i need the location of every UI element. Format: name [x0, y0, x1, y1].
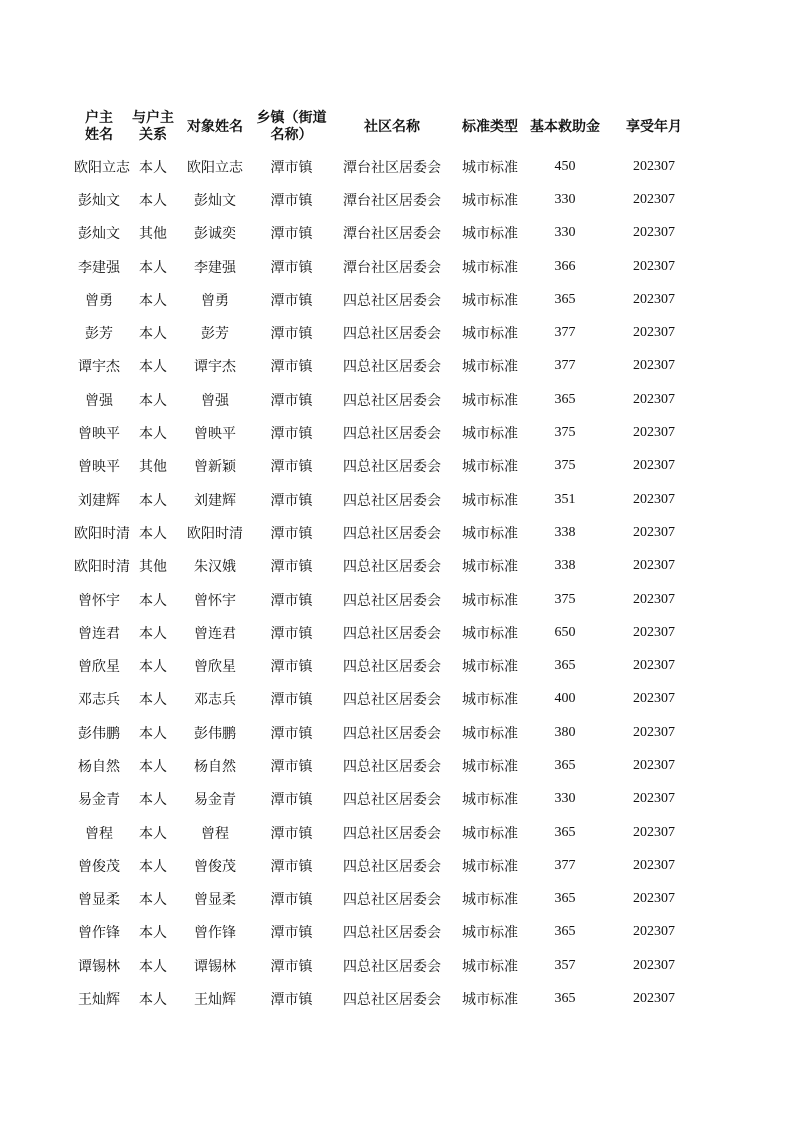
cell-relation: 本人 — [139, 525, 167, 542]
header-township: 乡镇（街道 名称） — [256, 110, 327, 143]
cell-householder: 欧阳时清 — [74, 525, 130, 542]
cell-recipient: 邓志兵 — [194, 692, 236, 709]
cell-householder: 曾映平 — [78, 426, 120, 443]
cell-relation: 本人 — [139, 259, 167, 276]
cell-township: 潭市镇 — [270, 259, 313, 276]
cell-relief-amount: 365 — [554, 891, 576, 907]
cell-householder: 曾强 — [85, 392, 113, 409]
cell-recipient: 曾作锋 — [194, 925, 236, 942]
cell-householder: 彭灿文 — [78, 192, 120, 209]
cell-community: 四总社区居委会 — [343, 858, 441, 875]
cell-relief-amount: 365 — [554, 757, 576, 773]
cell-relief-amount: 650 — [554, 624, 576, 640]
cell-township: 潭市镇 — [270, 758, 313, 775]
cell-month: 202307 — [633, 191, 675, 207]
cell-township: 潭市镇 — [270, 559, 313, 576]
cell-relation: 本人 — [139, 958, 167, 975]
cell-standard-type: 城市标准 — [462, 659, 518, 676]
cell-month: 202307 — [633, 325, 675, 341]
cell-recipient: 曾新颖 — [194, 459, 236, 476]
header-community: 社区名称 — [364, 118, 420, 135]
cell-standard-type: 城市标准 — [462, 958, 518, 975]
cell-month: 202307 — [633, 358, 675, 374]
cell-month: 202307 — [633, 258, 675, 274]
cell-standard-type: 城市标准 — [462, 226, 518, 243]
cell-standard-type: 城市标准 — [462, 559, 518, 576]
table-header-row — [68, 104, 703, 150]
table-row — [68, 516, 703, 549]
cell-relation: 本人 — [139, 359, 167, 376]
table-row — [68, 450, 703, 483]
cell-householder: 曾作锋 — [78, 925, 120, 942]
cell-standard-type: 城市标准 — [462, 326, 518, 343]
table-row — [68, 150, 703, 183]
table-row — [68, 483, 703, 516]
cell-township: 潭市镇 — [270, 326, 313, 343]
cell-householder: 杨自然 — [78, 758, 120, 775]
cell-community: 四总社区居委会 — [343, 359, 441, 376]
cell-householder: 王灿辉 — [78, 992, 120, 1009]
cell-township: 潭市镇 — [270, 192, 313, 209]
cell-township: 潭市镇 — [270, 892, 313, 909]
cell-relation: 本人 — [139, 825, 167, 842]
cell-relief-amount: 330 — [554, 225, 576, 241]
cell-relation: 本人 — [139, 592, 167, 609]
cell-community: 潭台社区居委会 — [343, 259, 441, 276]
cell-recipient: 彭灿文 — [194, 192, 236, 209]
cell-standard-type: 城市标准 — [462, 925, 518, 942]
cell-householder: 易金青 — [78, 792, 120, 809]
cell-relation: 本人 — [139, 392, 167, 409]
cell-month: 202307 — [633, 558, 675, 574]
cell-recipient: 谭锡林 — [194, 958, 236, 975]
cell-relief-amount: 375 — [554, 425, 576, 441]
cell-township: 潭市镇 — [270, 992, 313, 1009]
cell-month: 202307 — [633, 591, 675, 607]
cell-relation: 本人 — [139, 858, 167, 875]
table-body — [68, 150, 703, 1016]
cell-month: 202307 — [633, 857, 675, 873]
cell-township: 潭市镇 — [270, 292, 313, 309]
cell-recipient: 王灿辉 — [194, 992, 236, 1009]
cell-relation: 本人 — [139, 492, 167, 509]
cell-standard-type: 城市标准 — [462, 192, 518, 209]
cell-community: 四总社区居委会 — [343, 559, 441, 576]
cell-recipient: 欧阳立志 — [187, 159, 243, 176]
cell-relation: 本人 — [139, 925, 167, 942]
cell-month: 202307 — [633, 724, 675, 740]
cell-relief-amount: 375 — [554, 591, 576, 607]
cell-relation: 其他 — [139, 459, 167, 476]
table-row — [68, 583, 703, 616]
cell-relation: 其他 — [139, 559, 167, 576]
table-row — [68, 716, 703, 749]
cell-relief-amount: 366 — [554, 258, 576, 274]
cell-community: 四总社区居委会 — [343, 725, 441, 742]
table-row — [68, 849, 703, 882]
cell-recipient: 李建强 — [194, 259, 236, 276]
cell-township: 潭市镇 — [270, 592, 313, 609]
cell-recipient: 曾怀宇 — [194, 592, 236, 609]
cell-standard-type: 城市标准 — [462, 892, 518, 909]
cell-householder: 彭灿文 — [78, 226, 120, 243]
cell-standard-type: 城市标准 — [462, 725, 518, 742]
cell-community: 四总社区居委会 — [343, 892, 441, 909]
cell-householder: 曾映平 — [78, 459, 120, 476]
cell-standard-type: 城市标准 — [462, 758, 518, 775]
cell-community: 四总社区居委会 — [343, 925, 441, 942]
cell-recipient: 刘建辉 — [194, 492, 236, 509]
cell-recipient: 曾显柔 — [194, 892, 236, 909]
cell-township: 潭市镇 — [270, 525, 313, 542]
cell-township: 潭市镇 — [270, 825, 313, 842]
cell-relief-amount: 365 — [554, 291, 576, 307]
cell-householder: 曾连君 — [78, 625, 120, 642]
cell-township: 潭市镇 — [270, 725, 313, 742]
cell-month: 202307 — [633, 225, 675, 241]
cell-recipient: 杨自然 — [194, 758, 236, 775]
cell-community: 四总社区居委会 — [343, 525, 441, 542]
header-standard-type: 标准类型 — [462, 118, 518, 135]
cell-householder: 彭芳 — [85, 326, 113, 343]
cell-standard-type: 城市标准 — [462, 426, 518, 443]
cell-relief-amount: 380 — [554, 724, 576, 740]
cell-householder: 欧阳立志 — [74, 159, 130, 176]
cell-month: 202307 — [633, 458, 675, 474]
table-row — [68, 316, 703, 349]
cell-relief-amount: 338 — [554, 558, 576, 574]
cell-standard-type: 城市标准 — [462, 492, 518, 509]
cell-standard-type: 城市标准 — [462, 992, 518, 1009]
cell-month: 202307 — [633, 957, 675, 973]
cell-community: 四总社区居委会 — [343, 426, 441, 443]
cell-relation: 本人 — [139, 159, 167, 176]
cell-relief-amount: 338 — [554, 524, 576, 540]
cell-township: 潭市镇 — [270, 692, 313, 709]
cell-community: 四总社区居委会 — [343, 492, 441, 509]
cell-relief-amount: 330 — [554, 191, 576, 207]
cell-recipient: 曾连君 — [194, 625, 236, 642]
table-row — [68, 416, 703, 449]
cell-standard-type: 城市标准 — [462, 292, 518, 309]
cell-standard-type: 城市标准 — [462, 625, 518, 642]
cell-month: 202307 — [633, 624, 675, 640]
cell-householder: 刘建辉 — [78, 492, 120, 509]
cell-recipient: 欧阳时清 — [187, 525, 243, 542]
cell-householder: 曾显柔 — [78, 892, 120, 909]
cell-relation: 本人 — [139, 192, 167, 209]
cell-standard-type: 城市标准 — [462, 259, 518, 276]
cell-relief-amount: 377 — [554, 358, 576, 374]
cell-relation: 本人 — [139, 659, 167, 676]
cell-householder: 曾怀宇 — [78, 592, 120, 609]
cell-township: 潭市镇 — [270, 625, 313, 642]
table-row — [68, 783, 703, 816]
cell-month: 202307 — [633, 824, 675, 840]
cell-recipient: 彭伟鹏 — [194, 725, 236, 742]
table-row — [68, 883, 703, 916]
cell-township: 潭市镇 — [270, 426, 313, 443]
cell-relief-amount: 377 — [554, 325, 576, 341]
cell-township: 潭市镇 — [270, 459, 313, 476]
cell-householder: 曾勇 — [85, 292, 113, 309]
cell-standard-type: 城市标准 — [462, 459, 518, 476]
cell-community: 四总社区居委会 — [343, 692, 441, 709]
cell-recipient: 曾程 — [201, 825, 229, 842]
cell-recipient: 彭芳 — [201, 326, 229, 343]
cell-township: 潭市镇 — [270, 359, 313, 376]
header-recipient-name: 对象姓名 — [187, 118, 243, 135]
table-row — [68, 217, 703, 250]
cell-community: 四总社区居委会 — [343, 592, 441, 609]
cell-community: 四总社区居委会 — [343, 659, 441, 676]
cell-community: 潭台社区居委会 — [343, 192, 441, 209]
cell-relation: 本人 — [139, 692, 167, 709]
cell-month: 202307 — [633, 791, 675, 807]
cell-recipient: 曾俊茂 — [194, 858, 236, 875]
cell-township: 潭市镇 — [270, 492, 313, 509]
table-row — [68, 916, 703, 949]
cell-month: 202307 — [633, 924, 675, 940]
cell-month: 202307 — [633, 991, 675, 1007]
table-row — [68, 683, 703, 716]
table-row — [68, 816, 703, 849]
cell-householder: 欧阳时清 — [74, 559, 130, 576]
cell-standard-type: 城市标准 — [462, 525, 518, 542]
cell-relation: 本人 — [139, 625, 167, 642]
cell-householder: 曾欣星 — [78, 659, 120, 676]
cell-month: 202307 — [633, 524, 675, 540]
cell-relief-amount: 330 — [554, 791, 576, 807]
header-householder-name: 户主 姓名 — [85, 110, 113, 143]
cell-householder: 李建强 — [78, 259, 120, 276]
cell-month: 202307 — [633, 691, 675, 707]
cell-householder: 谭锡林 — [78, 958, 120, 975]
cell-community: 潭台社区居委会 — [343, 226, 441, 243]
cell-relation: 本人 — [139, 992, 167, 1009]
cell-recipient: 曾欣星 — [194, 659, 236, 676]
cell-township: 潭市镇 — [270, 226, 313, 243]
table-row — [68, 183, 703, 216]
cell-recipient: 易金青 — [194, 792, 236, 809]
cell-community: 四总社区居委会 — [343, 792, 441, 809]
cell-month: 202307 — [633, 291, 675, 307]
cell-householder: 曾程 — [85, 825, 113, 842]
header-basic-relief: 基本救助金 — [530, 118, 600, 135]
table-row — [68, 649, 703, 682]
cell-township: 潭市镇 — [270, 958, 313, 975]
cell-relief-amount: 357 — [554, 957, 576, 973]
cell-recipient: 曾映平 — [194, 426, 236, 443]
cell-relief-amount: 365 — [554, 924, 576, 940]
cell-relation: 本人 — [139, 792, 167, 809]
cell-township: 潭市镇 — [270, 159, 313, 176]
cell-standard-type: 城市标准 — [462, 825, 518, 842]
cell-community: 潭台社区居委会 — [343, 159, 441, 176]
cell-township: 潭市镇 — [270, 659, 313, 676]
cell-recipient: 曾强 — [201, 392, 229, 409]
cell-standard-type: 城市标准 — [462, 792, 518, 809]
cell-recipient: 曾勇 — [201, 292, 229, 309]
cell-relief-amount: 365 — [554, 391, 576, 407]
cell-community: 四总社区居委会 — [343, 292, 441, 309]
cell-standard-type: 城市标准 — [462, 692, 518, 709]
cell-community: 四总社区居委会 — [343, 459, 441, 476]
cell-township: 潭市镇 — [270, 792, 313, 809]
table-row — [68, 616, 703, 649]
cell-community: 四总社区居委会 — [343, 992, 441, 1009]
cell-relation: 本人 — [139, 292, 167, 309]
table-row — [68, 949, 703, 982]
cell-relief-amount: 365 — [554, 991, 576, 1007]
table-row — [68, 550, 703, 583]
cell-standard-type: 城市标准 — [462, 359, 518, 376]
cell-community: 四总社区居委会 — [343, 326, 441, 343]
cell-month: 202307 — [633, 158, 675, 174]
table-row — [68, 283, 703, 316]
cell-community: 四总社区居委会 — [343, 625, 441, 642]
cell-community: 四总社区居委会 — [343, 392, 441, 409]
cell-householder: 邓志兵 — [78, 692, 120, 709]
cell-month: 202307 — [633, 491, 675, 507]
cell-relief-amount: 365 — [554, 658, 576, 674]
cell-month: 202307 — [633, 391, 675, 407]
cell-township: 潭市镇 — [270, 925, 313, 942]
cell-relief-amount: 400 — [554, 691, 576, 707]
cell-standard-type: 城市标准 — [462, 392, 518, 409]
cell-standard-type: 城市标准 — [462, 592, 518, 609]
cell-householder: 曾俊茂 — [78, 858, 120, 875]
cell-recipient: 彭诚奕 — [194, 226, 236, 243]
cell-relief-amount: 377 — [554, 857, 576, 873]
cell-community: 四总社区居委会 — [343, 958, 441, 975]
cell-relief-amount: 450 — [554, 158, 576, 174]
cell-community: 四总社区居委会 — [343, 758, 441, 775]
cell-township: 潭市镇 — [270, 392, 313, 409]
cell-relation: 本人 — [139, 725, 167, 742]
cell-month: 202307 — [633, 757, 675, 773]
table-row — [68, 350, 703, 383]
cell-month: 202307 — [633, 658, 675, 674]
cell-householder: 彭伟鹏 — [78, 725, 120, 742]
table-row — [68, 749, 703, 782]
cell-relation: 本人 — [139, 326, 167, 343]
cell-relief-amount: 365 — [554, 824, 576, 840]
cell-relief-amount: 375 — [554, 458, 576, 474]
cell-township: 潭市镇 — [270, 858, 313, 875]
header-month: 享受年月 — [626, 118, 682, 135]
cell-month: 202307 — [633, 425, 675, 441]
cell-relation: 本人 — [139, 892, 167, 909]
cell-standard-type: 城市标准 — [462, 858, 518, 875]
cell-relation: 其他 — [139, 226, 167, 243]
table-row — [68, 383, 703, 416]
cell-householder: 谭宇杰 — [78, 359, 120, 376]
table-row — [68, 982, 703, 1015]
header-relation: 与户主 关系 — [132, 110, 174, 143]
cell-community: 四总社区居委会 — [343, 825, 441, 842]
cell-month: 202307 — [633, 891, 675, 907]
cell-standard-type: 城市标准 — [462, 159, 518, 176]
cell-relief-amount: 351 — [554, 491, 576, 507]
table-row — [68, 250, 703, 283]
cell-recipient: 谭宇杰 — [194, 359, 236, 376]
cell-relation: 本人 — [139, 426, 167, 443]
cell-recipient: 朱汉娥 — [194, 559, 236, 576]
relief-table — [68, 104, 703, 1016]
cell-relation: 本人 — [139, 758, 167, 775]
